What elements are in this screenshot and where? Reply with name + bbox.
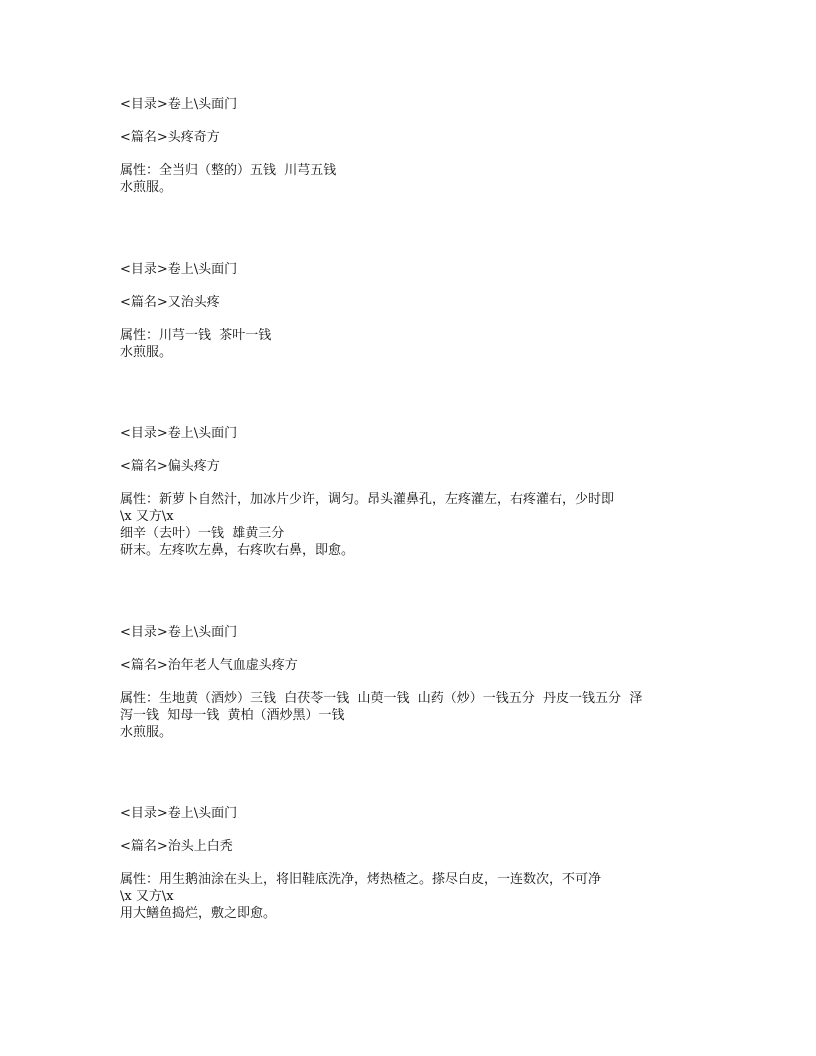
body-line: 属性：生地黄（酒炒）三钱 白茯苓一钱 山萸一钱 山药（炒）一钱五分 丹皮一钱五分 泽 [120, 691, 643, 706]
body-line: 属性：用生鹅油涂在头上，将旧鞋底洗净，烤热楂之。搽尽白皮，一连数次，不可净 [120, 872, 602, 887]
body-line: \x 又方\x [120, 889, 174, 904]
entry-4 [120, 624, 720, 741]
title-line: <篇名>治年老人气血虚头疼方 [120, 658, 298, 673]
title-line: <篇名>治头上白秃 [120, 839, 233, 854]
entry-2 [120, 261, 720, 361]
catalog-line: <目录>卷上\头面门 [120, 625, 238, 640]
title-line: <篇名>头疼奇方 [120, 130, 220, 145]
body-line: 水煎服。 [120, 180, 173, 195]
body-line: 泻一钱 知母一钱 黄柏（酒炒黑）一钱 [120, 708, 345, 723]
body-line: 水煎服。 [120, 725, 173, 740]
title-line: <篇名>又治头疼 [120, 295, 220, 310]
body-line: 用大鳝鱼捣烂，敷之即愈。 [120, 906, 277, 921]
body-line: 研末。左疼吹左鼻，右疼吹右鼻，即愈。 [120, 543, 355, 558]
body-line: 属性：川芎一钱 茶叶一钱 [120, 328, 272, 343]
body-line: 属性：新萝卜自然汁，加冰片少许，调匀。昂头灌鼻孔，左疼灌左，右疼灌右，少时即 [120, 492, 615, 507]
title-line: <篇名>偏头疼方 [120, 459, 220, 474]
catalog-line: <目录>卷上\头面门 [120, 262, 238, 277]
catalog-line: <目录>卷上\头面门 [120, 426, 238, 441]
entry-5 [120, 805, 720, 922]
entry-1 [120, 96, 720, 196]
catalog-line: <目录>卷上\头面门 [120, 806, 238, 821]
catalog-line: <目录>卷上\头面门 [120, 97, 238, 112]
body-line: \x 又方\x [120, 509, 174, 524]
body-line: 属性：全当归（整的）五钱 川芎五钱 [120, 163, 337, 178]
body-line: 水煎服。 [120, 345, 173, 360]
body-line: 细辛（去叶）一钱 雄黄三分 [120, 526, 285, 541]
entry-3 [120, 425, 720, 559]
